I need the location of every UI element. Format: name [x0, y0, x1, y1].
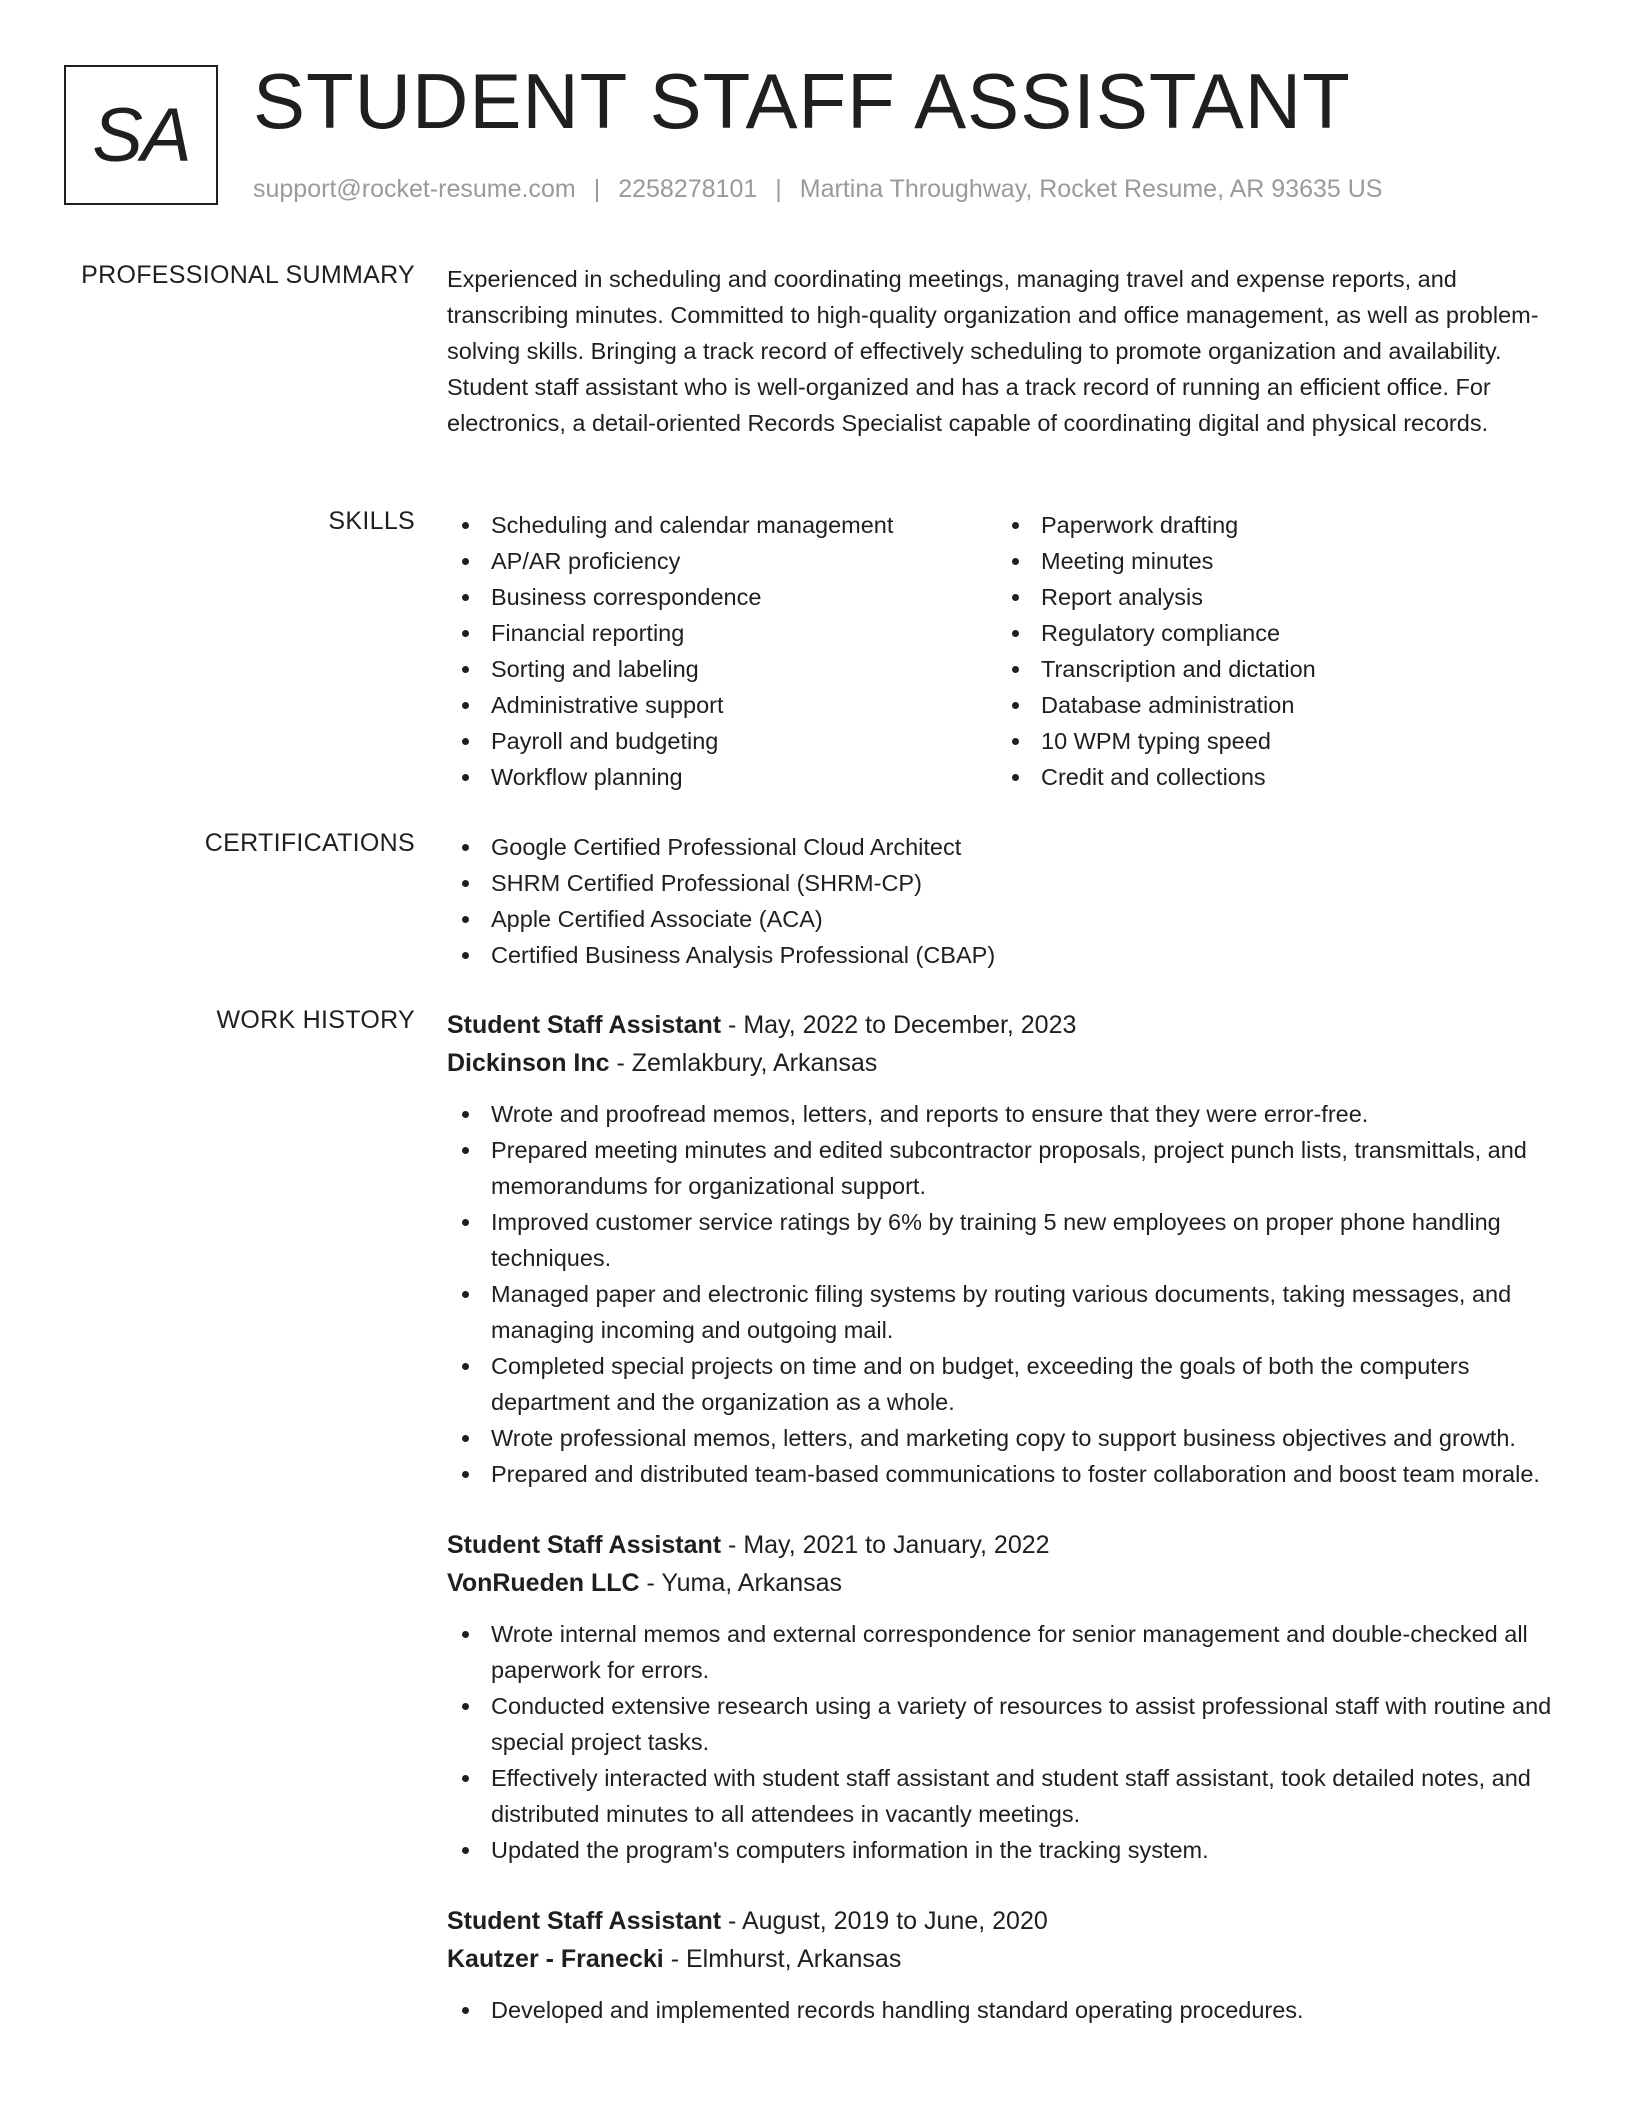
certification-item: Certified Business Analysis Professional (CBAP)	[447, 937, 1567, 973]
contact-phone[interactable]: 2258278101	[618, 175, 758, 203]
work-history-body	[447, 1006, 1567, 2062]
job-title-line	[447, 1006, 1567, 1044]
skill-item: Transcription and dictation	[997, 651, 1547, 687]
skill-item: Scheduling and calendar management	[447, 507, 997, 543]
contact-separator: |	[775, 175, 782, 203]
certifications-list	[447, 829, 1567, 973]
skill-item: Paperwork drafting	[997, 507, 1547, 543]
certification-item: SHRM Certified Professional (SHRM-CP)	[447, 865, 1567, 901]
job-duty-item: Improved customer service ratings by 6% by training 5 new employees on proper phone handling techniques.	[447, 1204, 1567, 1276]
job-duty-item: Completed special projects on time and on budget, exceeding the goals of both the computers department and the organization as a whole.	[447, 1348, 1567, 1420]
job-duty-item: Wrote internal memos and external correspondence for senior management and double-checked all paperwork for errors.	[447, 1616, 1567, 1688]
skills-body	[447, 507, 1567, 795]
job-title: Student Staff Assistant	[447, 1531, 722, 1559]
summary-text: Experienced in scheduling and coordinating meetings, managing travel and expense reports, and transcribing minutes. Committed to high-quality organization and office management, as well as problem-solving skills. Bringing a track record of effectively scheduling to promote organization and availability. Student staff assistant who is well-organized and has a track record of running an efficient office. For electronics, a detail-oriented Records Specialist capable of coordinating digital and physical records.	[447, 266, 1539, 436]
contact-line	[253, 175, 1382, 204]
skill-item: Sorting and labeling	[447, 651, 997, 687]
job-title: Student Staff Assistant	[447, 1011, 722, 1039]
job-dates: - May, 2022 to December, 2023	[721, 1011, 1077, 1039]
contact-separator: |	[593, 175, 601, 203]
job-company-line	[447, 1940, 1567, 1978]
job-company: Kautzer - Franecki	[447, 1945, 664, 1973]
skills-list-left	[447, 507, 997, 795]
skill-item: Meeting minutes	[997, 543, 1547, 579]
job-duty-item: Wrote professional memos, letters, and marketing copy to support business objectives and growth.	[447, 1420, 1567, 1456]
job-duty-item: Developed and implemented records handling standard operating procedures.	[447, 1992, 1567, 2028]
skill-item: Database administration	[997, 687, 1547, 723]
resume-name: STUDENT STAFF ASSISTANT	[253, 57, 1351, 145]
job-duty-item: Wrote and proofread memos, letters, and reports to ensure that they were error-free.	[447, 1096, 1567, 1132]
skill-item: Report analysis	[997, 579, 1547, 615]
skill-item: Workflow planning	[447, 759, 997, 795]
skill-item: Payroll and budgeting	[447, 723, 997, 759]
job-company-line	[447, 1044, 1567, 1082]
job-dates: - August, 2019 to June, 2020	[721, 1907, 1048, 1935]
job-duty-item: Updated the program's computers information in the tracking system.	[447, 1832, 1567, 1868]
certification-item: Apple Certified Associate (ACA)	[447, 901, 1567, 937]
summary-body	[447, 261, 1547, 441]
job-duties-list	[447, 1096, 1567, 1492]
resume-header	[64, 57, 1564, 210]
job-duty-item: Prepared meeting minutes and edited subcontractor proposals, project punch lists, transmittals, and memorandums for organizational support.	[447, 1132, 1567, 1204]
job-title: Student Staff Assistant	[447, 1907, 722, 1935]
skill-item: Financial reporting	[447, 615, 997, 651]
job-company-line	[447, 1564, 1567, 1602]
skill-item: Regulatory compliance	[997, 615, 1547, 651]
skill-item: Credit and collections	[997, 759, 1547, 795]
section-title-certifications: CERTIFICATIONS	[204, 829, 415, 857]
job-duty-item: Conducted extensive research using a variety of resources to assist professional staff with routine and special project tasks.	[447, 1688, 1567, 1760]
job-duty-item: Managed paper and electronic filing systems by routing various documents, taking messages, and managing incoming and outgoing mail.	[447, 1276, 1567, 1348]
skill-item: Business correspondence	[447, 579, 997, 615]
skill-item: 10 WPM typing speed	[997, 723, 1547, 759]
job-duties-list	[447, 1616, 1567, 1868]
contact-address: Martina Throughway, Rocket Resume, AR 93635 US	[799, 175, 1383, 203]
job-duty-item: Effectively interacted with student staff assistant and student staff assistant, took detailed notes, and distributed minutes to all attendees in vacantly meetings.	[447, 1760, 1567, 1832]
section-title-summary: PROFESSIONAL SUMMARY	[81, 261, 415, 289]
certification-item: Google Certified Professional Cloud Architect	[447, 829, 1567, 865]
skill-item: AP/AR proficiency	[447, 543, 997, 579]
job-entry	[447, 1526, 1567, 1868]
certifications-body	[447, 829, 1567, 973]
skill-item: Administrative support	[447, 687, 997, 723]
job-duties-list	[447, 1992, 1567, 2028]
section-title-skills: SKILLS	[328, 507, 415, 535]
job-entry	[447, 1006, 1567, 1492]
skills-list-right	[997, 507, 1547, 795]
job-company: Dickinson Inc	[447, 1049, 610, 1077]
job-duty-item: Prepared and distributed team-based communications to foster collaboration and boost team morale.	[447, 1456, 1567, 1492]
job-location: - Yuma, Arkansas	[639, 1569, 842, 1597]
job-company: VonRueden LLC	[447, 1569, 640, 1597]
job-location: - Elmhurst, Arkansas	[663, 1945, 902, 1973]
contact-email[interactable]: support@rocket-resume.com	[253, 175, 576, 203]
monogram-badge: SA	[64, 65, 218, 205]
job-location: - Zemlakbury, Arkansas	[609, 1049, 878, 1077]
job-title-line	[447, 1526, 1567, 1564]
job-dates: - May, 2021 to January, 2022	[721, 1531, 1050, 1559]
section-title-work-history: WORK HISTORY	[216, 1006, 415, 1034]
job-title-line	[447, 1902, 1567, 1940]
job-entry	[447, 1902, 1567, 2028]
